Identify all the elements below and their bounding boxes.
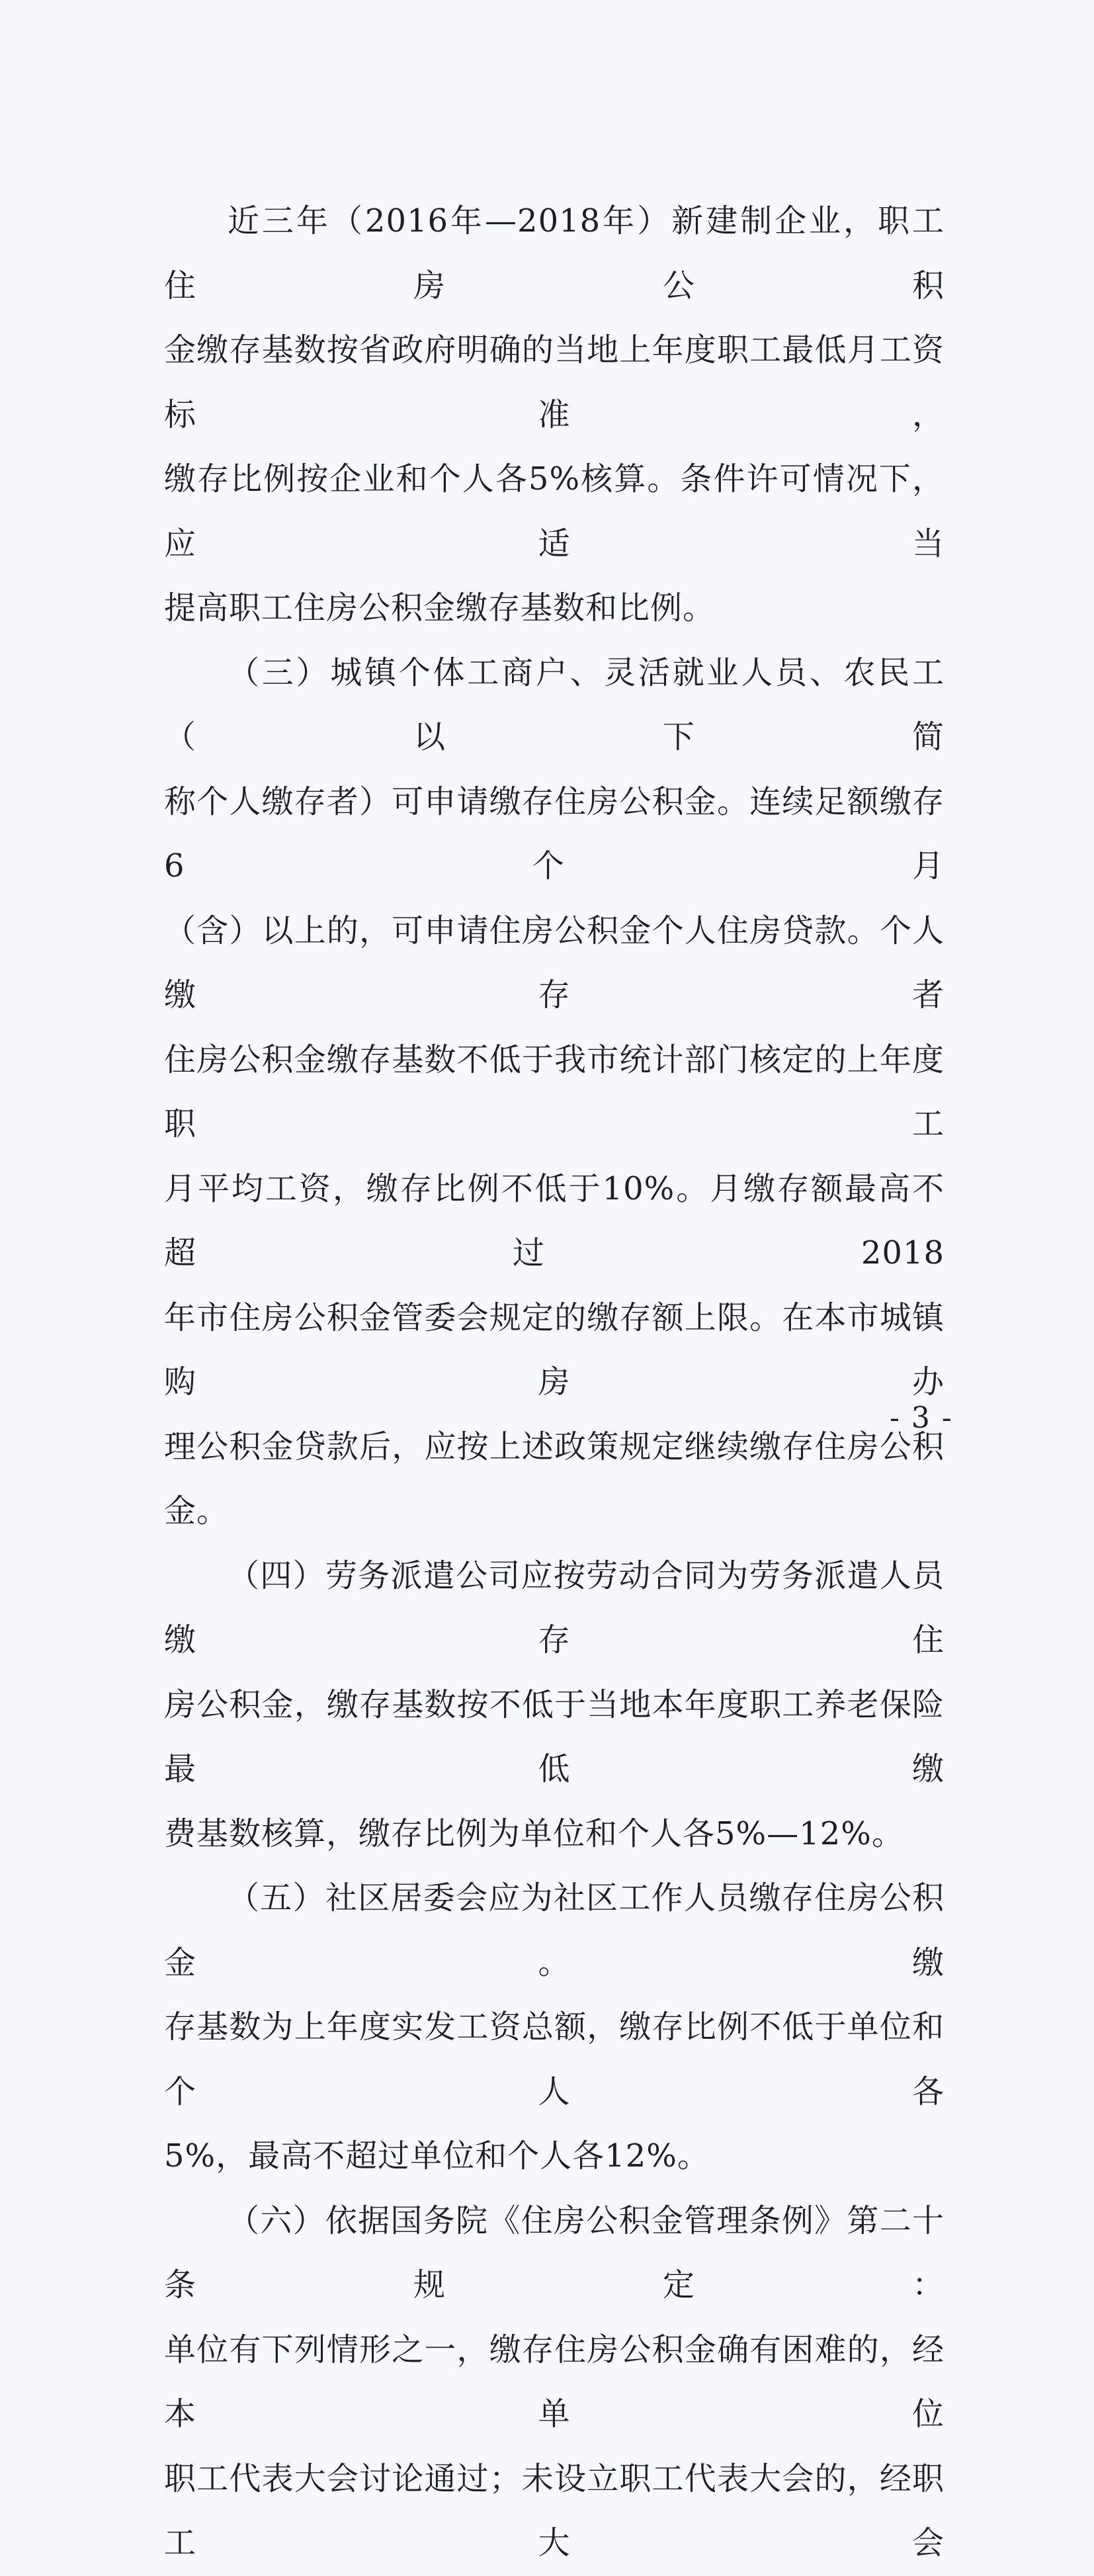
- text-line: 年市住房公积金管委会规定的缴存额上限。在本市城镇购房办: [164, 1299, 945, 1400]
- text-line: 提高职工住房公积金缴存基数和比例。: [164, 589, 716, 626]
- text-line: 费基数核算，缴存比例为单位和个人各5%—12%。: [164, 1815, 904, 1852]
- text-line: 金缴存基数按省政府明确的当地上年度职工最低月工资标准，: [164, 331, 945, 433]
- paragraph-5: [164, 2189, 945, 2576]
- text-line: （含）以上的，可申请住房公积金个人住房贷款。个人缴存者: [164, 912, 945, 1013]
- text-line: （四）劳务派遣公司应按劳动合同为劳务派遣人员缴存住: [164, 1557, 945, 1658]
- page-number: - 3 -: [890, 1401, 953, 1435]
- text-line: 缴存比例按企业和个人各5%核算。条件许可情况下，应适当: [164, 460, 945, 562]
- paragraph-1: [164, 189, 945, 641]
- text-line: （三）城镇个体工商户、灵活就业人员、农民工（以下简: [164, 654, 945, 755]
- paragraph-3: [164, 1544, 945, 1867]
- text-line: 称个人缴存者）可申请缴存住房公积金。连续足额缴存6个月: [164, 783, 945, 884]
- text-line: 职工代表大会讨论通过；未设立职工代表大会的，经职工大会: [164, 2460, 945, 2561]
- text-line: （五）社区居委会应为社区工作人员缴存住房公积金。缴: [164, 1879, 945, 1981]
- text-line: 住房公积金缴存基数不低于我市统计部门核定的上年度职工: [164, 1041, 945, 1142]
- paragraph-2: [164, 641, 945, 1544]
- text-line: 理公积金贷款后，应按上述政策规定继续缴存住房公积金。: [164, 1428, 945, 1529]
- text-line: 存基数为上年度实发工资总额，缴存比例不低于单位和个人各: [164, 2008, 945, 2110]
- body-text: [164, 189, 945, 2576]
- text-line: 房公积金，缴存基数按不低于当地本年度职工养老保险最低缴: [164, 1686, 945, 1787]
- paragraph-4: [164, 1866, 945, 2189]
- text-line: （六）依据国务院《住房公积金管理条例》第二十条规定：: [164, 2202, 945, 2303]
- text-line: 单位有下列情形之一，缴存住房公积金确有困难的，经本单位: [164, 2331, 945, 2432]
- text-line: 近三年（2016年—2018年）新建制企业，职工住房公积: [164, 202, 945, 304]
- text-line: 5%，最高不超过单位和个人各12%。: [164, 2137, 710, 2174]
- text-line: 月平均工资，缴存比例不低于10%。月缴存额最高不超过2018: [164, 1170, 945, 1271]
